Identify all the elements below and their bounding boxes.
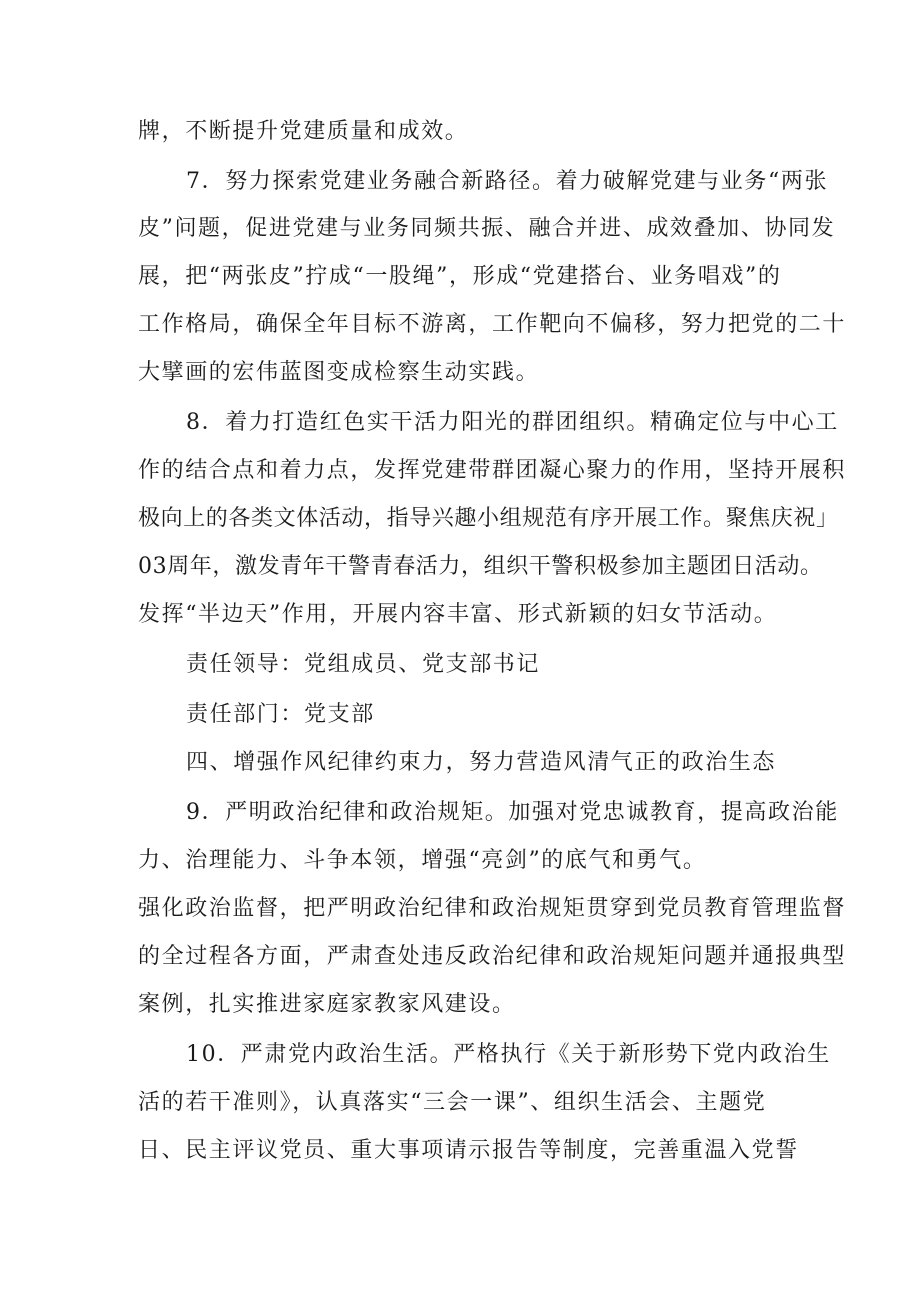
paragraph-line: 力、治理能力、斗争本领，增强“亮剑”的底气和勇气。 (138, 848, 707, 873)
responsible-department-line: 责任部门：党支部 (186, 702, 375, 727)
paragraph-line: 极向上的各类文体活动，指导兴趣小组规范有序开展工作。聚焦庆祝」 (138, 506, 839, 531)
paragraph-line: 工作格局，确保全年目标不游离，工作靶向不偏移，努力把党的二十 (138, 312, 847, 337)
paragraph-line: 作的结合点和着力点，发挥党建带群团凝心聚力的作用，坚持开展积 (138, 458, 847, 483)
section-four-heading: 四、增强作风纪律约束力，努力营造风清气正的政治生态 (186, 750, 777, 775)
paragraph-line: 皮”问题，促进党建与业务同频共振、融合并进、成效叠加、协同发 (138, 216, 836, 241)
item-8-heading-line: 8．着力打造红色实干活力阳光的群团组织。精确定位与中心工 (186, 410, 839, 435)
item-7-heading-line: 7．努力探索党建业务融合新路径。着力破解党建与业务“两张 (186, 169, 829, 194)
responsible-leader-line: 责任领导：党组成员、党支部书记 (186, 652, 541, 677)
paragraph-line: 活的若干准则》，认真落实“三会一课”、组织生活会、主题党 (138, 1090, 767, 1115)
paragraph-line: 大擘画的宏伟蓝图变成检察生动实践。 (138, 360, 540, 385)
paragraph-line: 强化政治监督，把严明政治纪律和政治规矩贯穿到党员教育管理监督 (138, 896, 847, 921)
paragraph-line: 案例，扎实推进家庭家教家风建设。 (138, 992, 516, 1017)
paragraph-line: 牌，不断提升党建质量和成效。 (138, 119, 469, 144)
paragraph-line: 的全过程各方面，严肃查处违反政治纪律和政治规矩问题并通报典型 (138, 944, 847, 969)
paragraph-line: 日、民主评议党员、重大事项请示报告等制度，完善重温入党誓 (138, 1138, 799, 1163)
paragraph-line: 发挥“半边天”作用，开展内容丰富、形式新颖的妇女节活动。 (138, 602, 778, 627)
paragraph-line: 03周年，激发青年干警青春活力，组织干警积极参加主题团日活动。 (138, 554, 823, 579)
paragraph-line: 展，把“两张皮”拧成“一股绳”，形成“党建搭台、业务唱戏”的 (138, 264, 782, 289)
item-10-heading-line: 10．严肃党内政治生活。严格执行《关于新形势下党内政治生 (186, 1042, 831, 1067)
item-9-heading-line: 9．严明政治纪律和政治规矩。加强对党忠诚教育，提高政治能 (186, 800, 839, 825)
